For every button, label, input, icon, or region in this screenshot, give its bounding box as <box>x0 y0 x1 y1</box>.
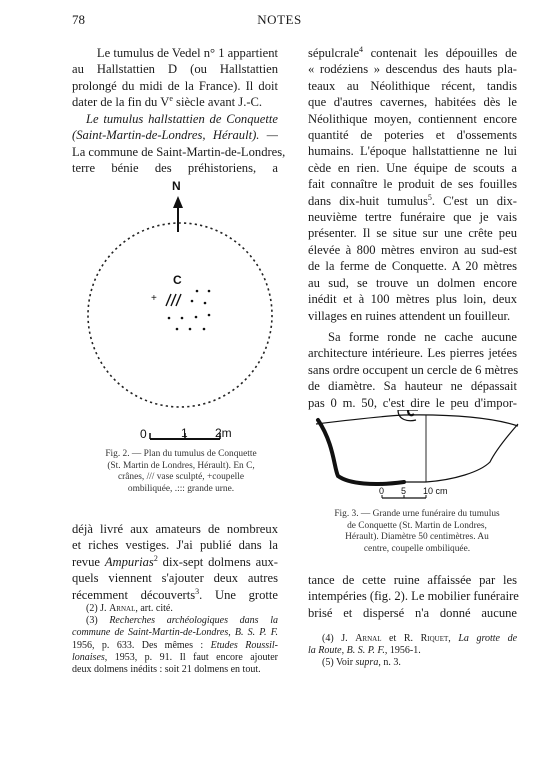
footnotes-left <box>72 603 278 676</box>
caption-line: Fig. 3. — Grande urne funéraire du tumulus <box>334 509 500 519</box>
scale-label-0: 0 <box>140 427 147 441</box>
text-line: quels viennent s'ajouter deux autres <box>72 571 278 586</box>
right-paragraph-3 <box>308 572 517 621</box>
text-line: tance de cette ruine affaissée par les <box>308 573 517 587</box>
figure-3-urn-profile <box>304 410 526 508</box>
caption-line: de Conquette (St. Martin de Londres, <box>347 520 487 531</box>
left-paragraph-3 <box>72 521 278 603</box>
text-line: au Hallstattien D (ou Hallstattien <box>72 62 278 77</box>
right-paragraph-1 <box>308 45 517 324</box>
figure-2-caption <box>78 449 284 495</box>
page-number: 78 <box>72 12 85 27</box>
urn-wall-section <box>318 420 404 484</box>
text-line: Néolithique moyen, contiennent encore <box>308 111 517 126</box>
text-line: Le tumulus de Vedel n° 1 appartient <box>96 46 278 60</box>
text-line: de la ferme de Conquette. A 20 mètres <box>308 259 517 274</box>
text-line: sépulcrale$^4$ contenait les dépouilles de <box>308 44 517 60</box>
footnotes-right <box>308 633 517 670</box>
caption-line: Fig. 2. — Plan du tumulus de Conquette <box>105 449 257 459</box>
text-line: récemment découverts$^3$. Une grotte <box>72 586 278 602</box>
footnote-4-cont: la Route, B. S. P. F., 1956-1. <box>308 645 421 657</box>
scale-label-0: 0 <box>379 486 385 496</box>
caption-line: centre, coupelle ombiliquée. <box>363 543 471 554</box>
text-line: neuvième tertre funéraire que je vais <box>308 210 517 225</box>
north-arrow-icon <box>173 196 183 232</box>
text-line: revue Ampurias$^2$ dix-sept dolmens aux- <box>72 553 278 569</box>
text-line: « rodéziens » descendus des hauts pla- <box>308 62 517 77</box>
caption-line: crânes, /// vase sculpté, +coupelle <box>117 472 245 483</box>
text-line: pas 0 m. 50, c'est dire le peu d'impor- <box>308 395 517 410</box>
footnote-2: (2) J. Arnal, art. cité. <box>86 603 173 614</box>
text-line: que d'autres cavernes, habitées dès le <box>308 95 517 110</box>
left-paragraph-1 <box>72 45 278 111</box>
footnote-5: (5) Voir supra, n. 3. <box>322 657 401 669</box>
footnote-line: commune de Saint-Martin-de-Londres, B. S. P. F. <box>72 627 279 639</box>
text-line: au sud, se trouve un dolmen encore <box>308 275 517 290</box>
caption-line: Hérault). Diamètre 50 centimètres. Au <box>345 532 489 543</box>
scale-label-1: 1 <box>181 426 188 440</box>
figure-2-plan <box>72 175 292 445</box>
text-line: cède en rien. Une équipe de scouts a <box>308 160 517 175</box>
running-title: NOTES <box>257 12 302 27</box>
footnote-3 <box>72 615 278 676</box>
footnote-line: lonaises, 1953, p. 91. Il faut encore ajouter <box>72 651 278 663</box>
left-paragraph-2 <box>72 111 286 177</box>
text-line: brisé et dispersé n'a donné aucune <box>308 605 517 620</box>
text-line: dater de la fin du Ve siècle avant J.-C. <box>72 94 263 110</box>
text-line: déjà livré aux amateurs de nombreux <box>72 522 278 536</box>
text-line: inédit et à 100 mètres plus loin, deux <box>308 292 517 307</box>
text-line: fait connaître le produit de ses fouilles <box>308 177 517 192</box>
text-line: villages en ruines attendent un fouilleur. <box>308 308 511 323</box>
scale-label-10cm: 10 cm <box>423 486 448 496</box>
text-line: intempéries (fig. 2). Le mobilier funéraire <box>308 589 519 604</box>
caption-line: ombiliquée, .::: grande urne. <box>127 483 235 494</box>
text-line: prolongé du midi de la France). Il doit <box>72 78 278 93</box>
text-line: dans dix-huit tumulus$^5$. C'est un dix- <box>308 192 517 208</box>
north-label: N <box>172 179 181 193</box>
text-line: terre bénie des préhistoriens, a <box>72 161 278 176</box>
right-paragraph-2 <box>308 329 517 411</box>
text-line: La commune de Saint-Martin-de-Londres, <box>72 144 286 159</box>
text-line: humains. L'époque hallstattienne ne lui <box>308 144 517 159</box>
footnote-line: 1956, p. 633. Des mêmes : Etudes Roussil- <box>72 639 278 651</box>
text-line: de diamètre. Sa hauteur ne dépassait <box>308 379 517 394</box>
text-line: teaux au Néolithique récent, tandis <box>308 78 517 93</box>
tumulus-outline <box>88 223 272 407</box>
text-line: élevée à 800 mètres environ au sud-est <box>308 242 517 257</box>
footnote-line: (3) Recherches archéologiques dans la <box>86 615 278 627</box>
skulls-label-c: C <box>173 273 182 287</box>
caption-line: (St. Martin de Londres, Hérault). En C, <box>107 460 255 471</box>
scale-label-5: 5 <box>401 486 407 496</box>
cup-marker-plus: + <box>151 293 157 304</box>
text-line: Sa forme ronde ne cache aucune <box>328 330 517 344</box>
footnote-4: (4) J. Arnal et R. Riquet, La grotte de <box>322 633 518 644</box>
text-line: et riches vestiges. J'ai publié dans la <box>72 538 278 553</box>
urn-dots <box>168 290 211 331</box>
scale-label-2m: 2m <box>215 426 232 440</box>
figure-3-caption <box>314 509 520 555</box>
section-title: Le tumulus hallstattien de Conquette <box>86 112 278 126</box>
text-line: architecture intérieure. Les pierres jetées <box>308 346 517 361</box>
footnote-line: deux dolmens inédits : soit 21 dolmens en tout. <box>72 664 261 676</box>
text-line: quantité de poteries et d'ossements <box>308 128 517 143</box>
section-title: (Saint-Martin-de-Londres, Hérault). — <box>72 128 278 143</box>
sculpted-vase-hatching <box>166 294 181 306</box>
text-line: sans ordre occupent un cercle de 6 mètres <box>308 362 519 377</box>
text-line: présenter. Il se situe sur une crête peu <box>308 226 517 241</box>
